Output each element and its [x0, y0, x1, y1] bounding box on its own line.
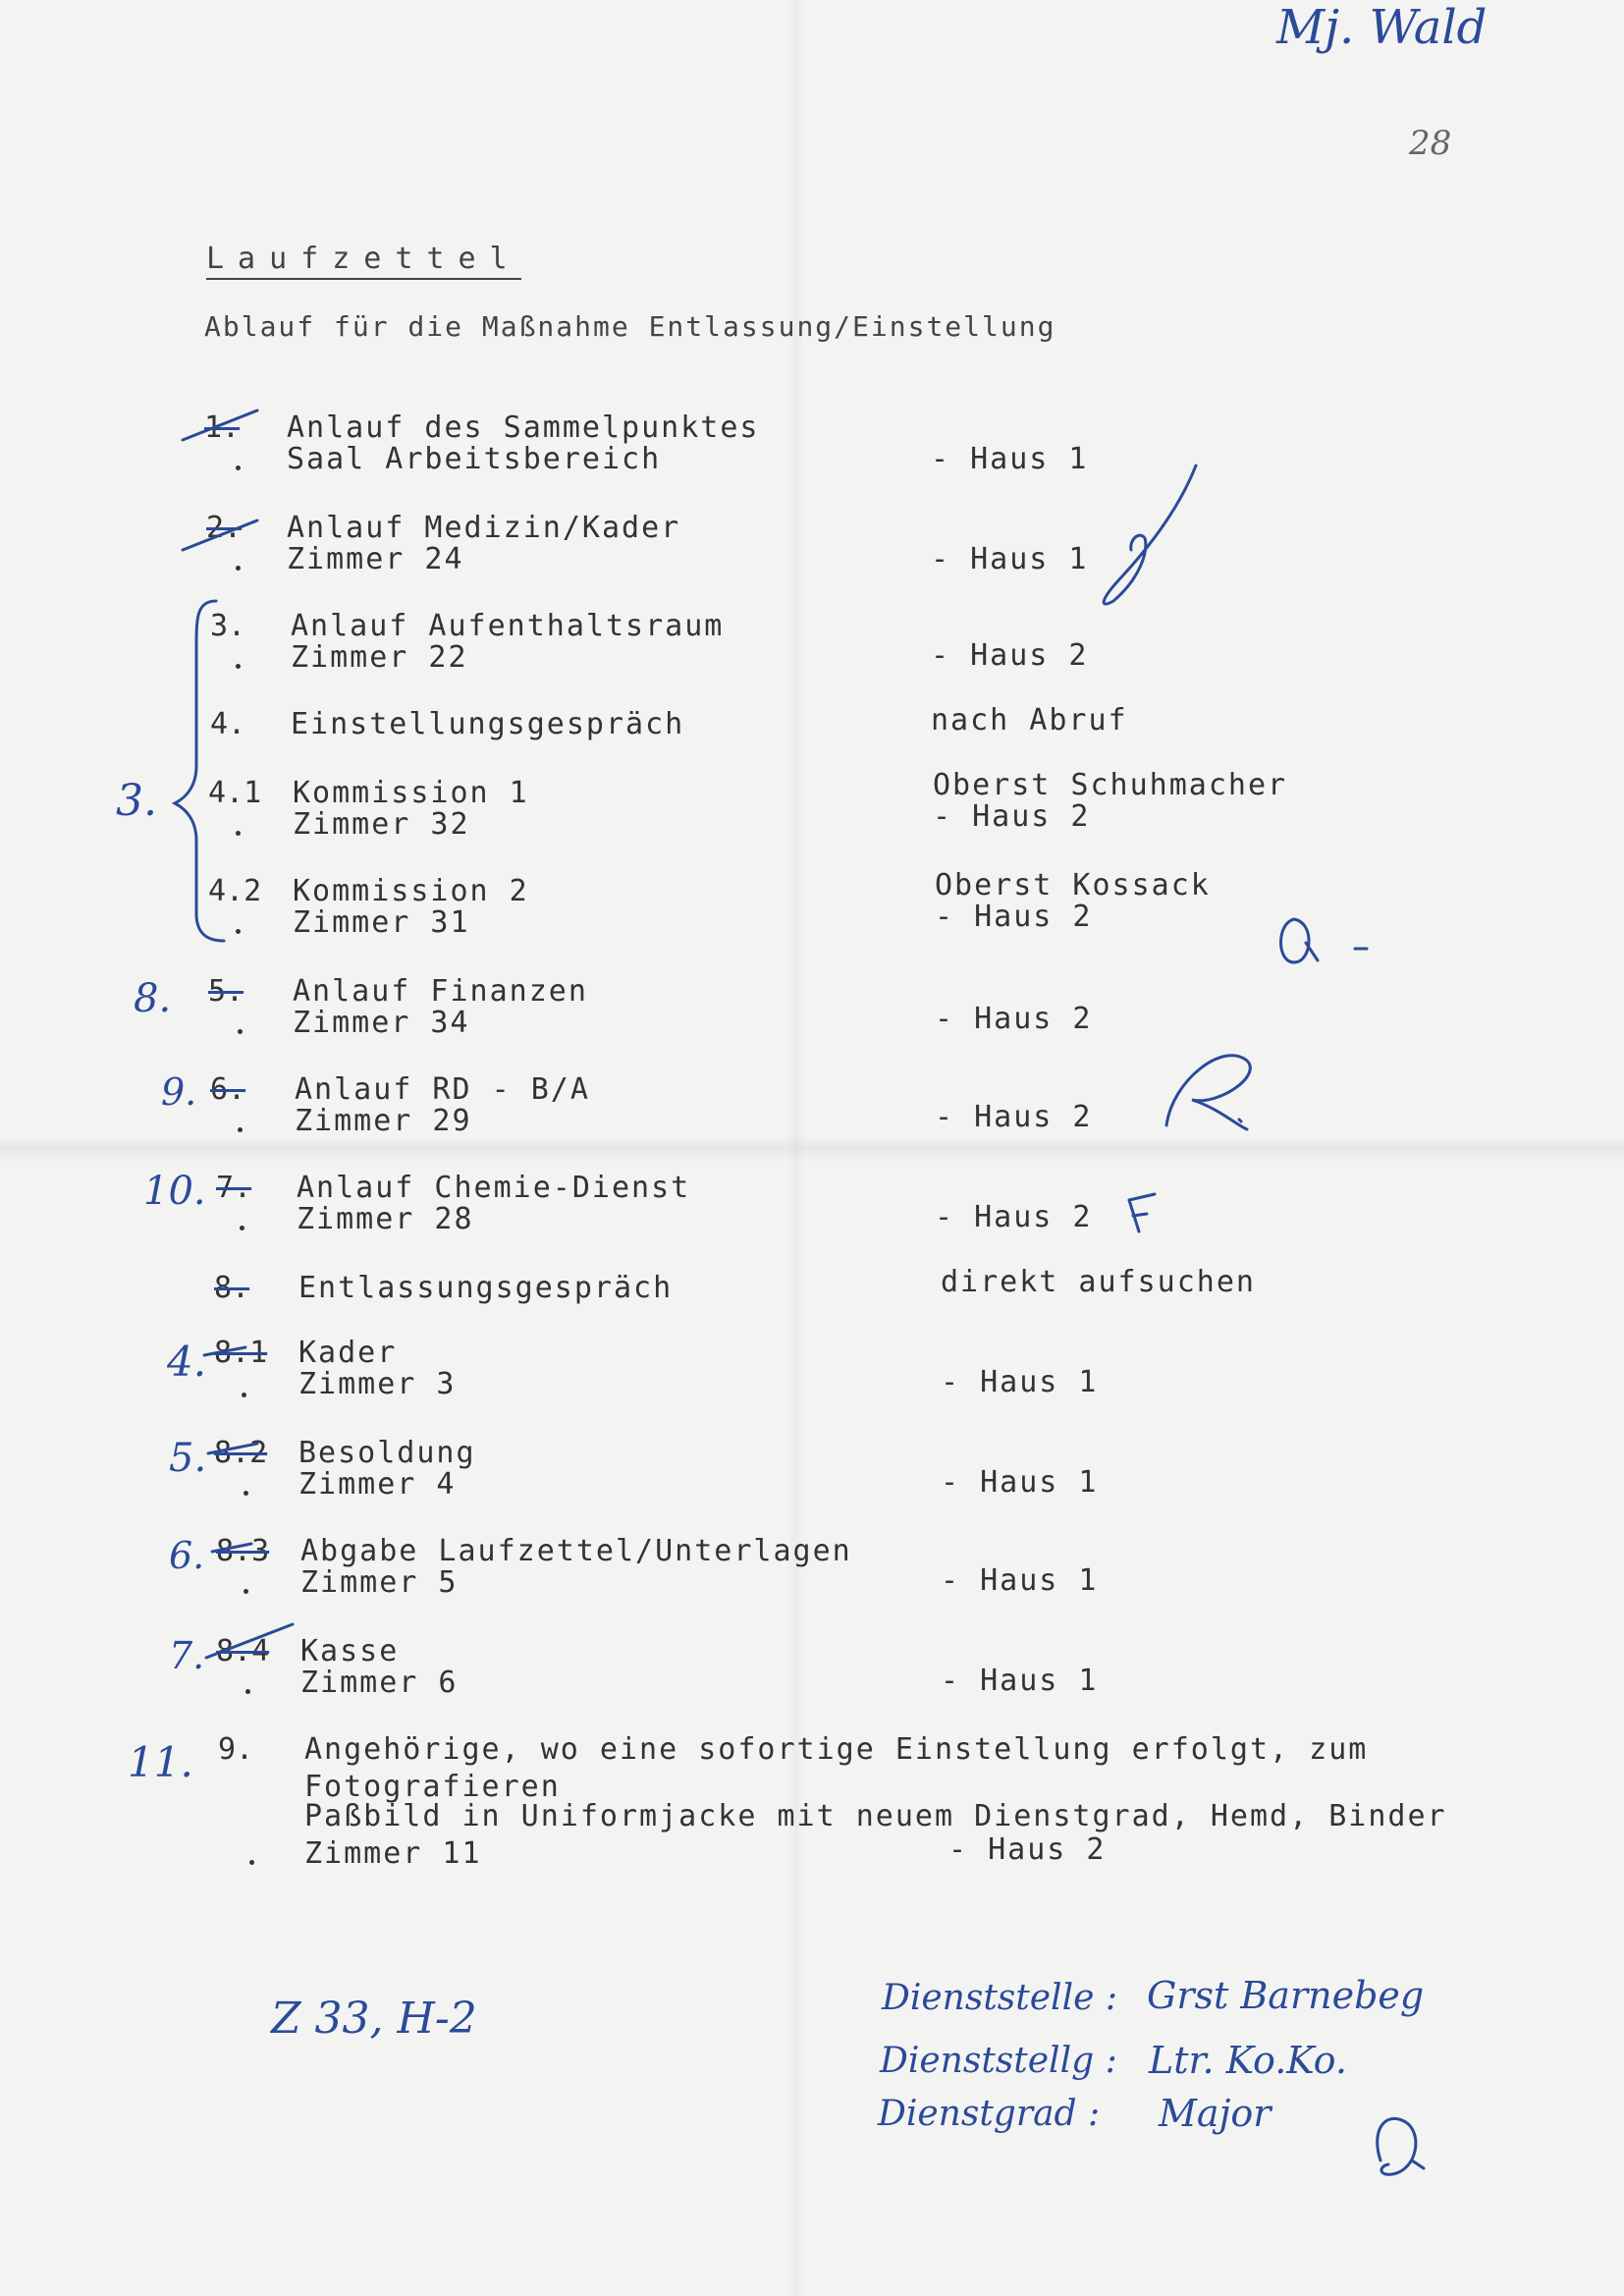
- footer-label: Dienstgrad :: [878, 2094, 1101, 2134]
- document-title: Laufzettel: [206, 242, 521, 280]
- item-title: Anlauf Finanzen: [293, 974, 588, 1009]
- bullet-dot: [245, 1689, 250, 1694]
- bullet-dot: [236, 831, 241, 836]
- bullet-dot: [244, 1589, 248, 1594]
- item-location: - Haus 2: [935, 900, 1093, 934]
- item-person: Oberst Kossack: [935, 868, 1211, 902]
- bullet-dot: [238, 1127, 243, 1132]
- bullet-dot: [240, 1226, 244, 1230]
- strike-mark: [206, 1624, 293, 1658]
- item-location: - Haus 2: [948, 1832, 1107, 1867]
- item-location: - Haus 1: [941, 1465, 1099, 1500]
- item-number: 4.: [210, 707, 246, 741]
- item-room: Zimmer 24: [287, 542, 464, 576]
- item-title: Anlauf Chemie-Dienst: [297, 1171, 691, 1205]
- item-room: Zimmer 32: [293, 807, 470, 842]
- item-title: Anlauf Medizin/Kader: [287, 511, 681, 545]
- footer-value: Ltr. Ko.Ko.: [1149, 2039, 1347, 2082]
- document-subtitle: Ablauf für die Maßnahme Entlassung/Einstellung: [204, 310, 1056, 343]
- item-number: 8.: [214, 1271, 250, 1305]
- brace-icon: [175, 601, 224, 941]
- item-location: - Haus 1: [941, 1365, 1099, 1399]
- strike-mark: [212, 1544, 251, 1552]
- footer-value: Grst Barnebeg: [1147, 1974, 1425, 2017]
- item-location: - Haus 2: [935, 1100, 1093, 1134]
- bullet-dot: [249, 1860, 254, 1865]
- strike-mark: [183, 410, 257, 440]
- item-location: - Haus 1: [931, 542, 1089, 576]
- item-room: Zimmer 22: [291, 640, 468, 675]
- page-number: 28: [1409, 124, 1452, 163]
- item-title: Anlauf RD - B/A: [295, 1072, 590, 1107]
- handwritten-number: 8.: [134, 976, 172, 1021]
- strike-mark: [204, 1347, 245, 1355]
- item-location: - Haus 2: [935, 1200, 1093, 1234]
- handwritten-number: 3.: [116, 776, 157, 826]
- check-mark: [1166, 1056, 1250, 1129]
- item-number: 5.: [208, 974, 244, 1009]
- bullet-dot: [236, 664, 241, 669]
- handwritten-number: 10.: [143, 1169, 206, 1214]
- item-person: Oberst Schuhmacher: [933, 768, 1288, 802]
- signature-mark: [1378, 2118, 1424, 2174]
- item-note: direkt aufsuchen: [941, 1265, 1256, 1299]
- item-room: Zimmer 11: [304, 1836, 482, 1871]
- item-location: - Haus 1: [941, 1664, 1099, 1698]
- item-text-line: Angehörige, wo eine sofortige Einstellung erfolgt, zum: [304, 1732, 1369, 1767]
- item-number: 8.1: [214, 1336, 268, 1370]
- item-number: 7.: [216, 1171, 252, 1205]
- item-room: Zimmer 5: [300, 1565, 459, 1600]
- item-title: Kommission 1: [293, 776, 529, 810]
- footer-value: Major: [1159, 2092, 1272, 2135]
- bullet-dot: [236, 929, 241, 934]
- item-room: Zimmer 31: [293, 905, 470, 940]
- initials-mark: [1281, 919, 1368, 962]
- item-location: - Haus 1: [941, 1563, 1099, 1598]
- item-title: Entlassungsgespräch: [298, 1271, 674, 1305]
- handwritten-room-note: Z 33, H-2: [271, 1994, 477, 2044]
- item-location: - Haus 2: [935, 1002, 1093, 1036]
- item-title: Abgabe Laufzettel/Unterlagen: [300, 1534, 852, 1568]
- item-text-line: Paßbild in Uniformjacke mit neuem Dienstgrad, Hemd, Binder: [304, 1799, 1447, 1833]
- item-number: 8.3: [216, 1534, 270, 1568]
- strike-mark: [208, 1444, 257, 1453]
- item-location: - Haus 2: [933, 799, 1091, 834]
- item-room: Zimmer 6: [300, 1666, 459, 1700]
- handwritten-number: 6.: [169, 1534, 205, 1577]
- item-room: Zimmer 29: [295, 1104, 472, 1138]
- bullet-dot: [242, 1393, 246, 1397]
- item-number: 2.: [206, 511, 243, 545]
- initials-mark: [1129, 1194, 1155, 1231]
- strike-mark: [183, 520, 257, 550]
- bullet-dot: [236, 566, 241, 571]
- item-room: Zimmer 4: [298, 1467, 457, 1502]
- footer-label: Dienststellg :: [880, 2041, 1117, 2081]
- bullet-dot: [236, 465, 241, 470]
- item-room: Zimmer 28: [297, 1202, 474, 1236]
- item-text-line: Fotografieren: [304, 1770, 561, 1804]
- item-location: - Haus 1: [931, 442, 1089, 476]
- item-title: Besoldung: [298, 1436, 476, 1470]
- item-number: 3.: [210, 609, 246, 643]
- footer-label: Dienststelle :: [882, 1978, 1117, 2018]
- handwritten-number: 9.: [161, 1070, 197, 1114]
- item-location: - Haus 2: [931, 638, 1089, 673]
- bullet-dot: [244, 1491, 248, 1496]
- item-note: nach Abruf: [931, 703, 1128, 738]
- item-number: 1.: [204, 410, 241, 445]
- item-number: 6.: [210, 1072, 246, 1107]
- bullet-dot: [238, 1029, 243, 1034]
- item-number: 4.2: [208, 874, 262, 908]
- item-title: Anlauf Aufenthaltsraum: [291, 609, 725, 643]
- item-title: Anlauf des Sammelpunktes: [287, 410, 760, 445]
- item-room: Zimmer 3: [298, 1367, 457, 1401]
- handwritten-number: 11.: [128, 1738, 193, 1786]
- item-title: Kommission 2: [293, 874, 529, 908]
- item-title: Kader: [298, 1336, 398, 1370]
- item-title: Einstellungsgespräch: [291, 707, 685, 741]
- item-room: Zimmer 34: [293, 1006, 470, 1040]
- item-number: 9.: [218, 1732, 254, 1767]
- item-number: 4.1: [208, 776, 262, 810]
- initials-mark: [1104, 465, 1196, 604]
- handwritten-number: 4.: [167, 1338, 207, 1386]
- handwritten-number: 5.: [169, 1436, 207, 1481]
- handwritten-name: Mj. Wald: [1276, 0, 1488, 55]
- handwritten-number: 7.: [169, 1634, 205, 1677]
- item-title: Kasse: [300, 1634, 400, 1668]
- item-number: 8.4: [216, 1634, 270, 1668]
- item-room: Saal Arbeitsbereich: [287, 442, 662, 476]
- item-number: 8.2: [214, 1436, 268, 1470]
